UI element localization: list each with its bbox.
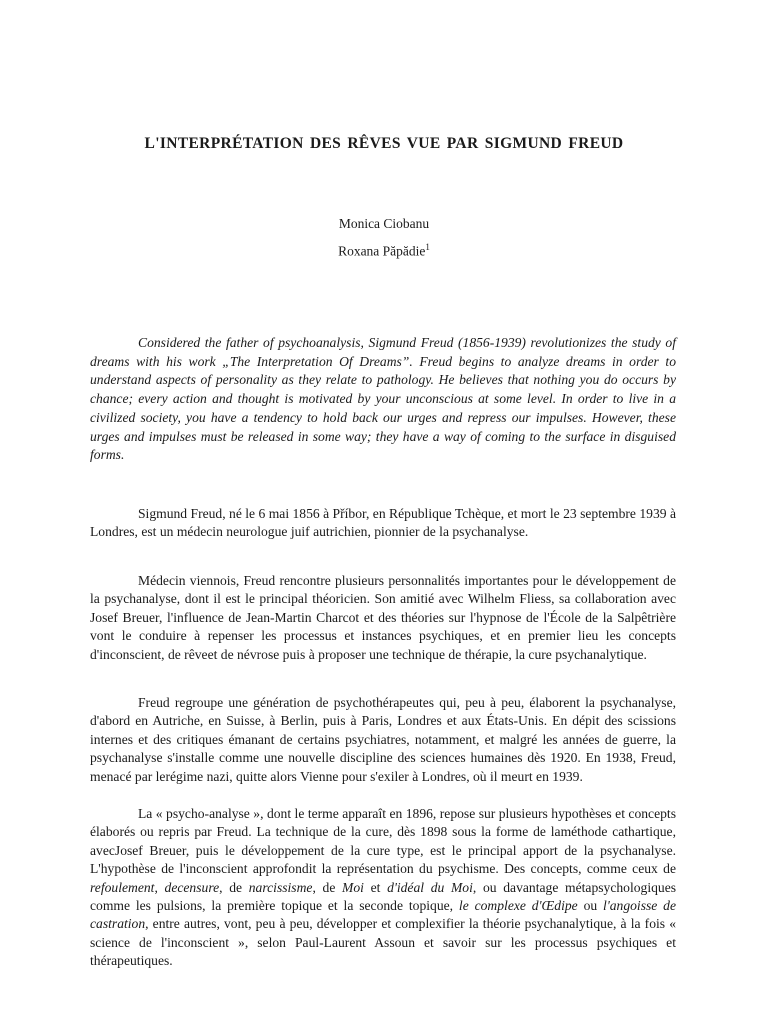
emphasis-term: refoulement bbox=[90, 879, 155, 895]
body-paragraph: Médecin viennois, Freud rencontre plusieurs personnalités importantes pour le développement de la psychanalyse, dont il est le principal théoricien. Son amitié avec Wilhelm Fliess, sa collaboration avec Josef Breuer, l'influence de Jean-Martin Charcot et des théories sur l'hypnose de l'École de la Salpêtrière vont le conduire à repenser les processus et instances psychiques, et en premier lieu les concepts d'inconscient, de rêveet de névrose puis à proposer une technique de thérapie, la cure psychanalytique. bbox=[90, 573, 676, 662]
text-run: La « psycho-analyse », dont le terme apparaît en 1896, repose sur plusieurs hypothèses et concepts élaborés ou repris par Freud. La technique de la cure, dès 1898 sous la forme de laméthode cathartique, avecJosef Breuer, puis le développement de la cure type, est le principal apport de la psychanalyse. L'hypothèse de l'inconscient approfondit la représentation du psychisme. Des concepts, comme ceux de bbox=[90, 806, 676, 877]
text-run: , entre autres, vont, peu à peu, développer et complexifier la théorie psychanalytique, à la fois « science de l'inconscient », selon Paul-Laurent Assoun et savoir sur les processus psychiques et thérapeutiques. bbox=[90, 916, 676, 969]
text-run: , de bbox=[219, 879, 249, 895]
author-name bbox=[0, 242, 768, 260]
text-run: , ou davantage métapsychologiques comme les pulsions, la première topique et la seconde topique, bbox=[90, 879, 677, 914]
emphasis-term: narcissisme bbox=[248, 879, 313, 895]
text-run: et bbox=[363, 879, 388, 895]
paper-title: L'INTERPRÉTATION DES RÊVES VUE PAR SIGMUND FREUD bbox=[144, 135, 624, 152]
emphasis-term: le complexe d'Œdipe bbox=[458, 898, 578, 914]
emphasis-term: decensure bbox=[164, 879, 220, 895]
body-paragraph: Sigmund Freud, né le 6 mai 1856 à Příbor, en République Tchèque, et mort le 23 septembre 1939 à Londres, est un médecin neurologue juif autrichien, pionnier de la psychanalyse. bbox=[90, 506, 676, 540]
author-name-text: Monica Ciobanu bbox=[338, 216, 430, 231]
author-name-text: Roxana Păpădie bbox=[338, 243, 426, 259]
body-paragraph: Freud regroupe une génération de psychothérapeutes qui, peu à peu, élaborent la psychanalyse, d'abord en Autriche, en Suisse, à Berlin, puis à Paris, Londres et aux États-Unis. En dépit des scissions internes et des critiques émanant de certains psychiatres, notamment, et malgré les années de guerre, la psychanalyse s'installe comme une nouvelle discipline des sciences humaines dès 1920. En 1938, Freud, menacé par lerégime nazi, quitte alors Vienne pour s'exiler à Londres, où il meurt en 1939. bbox=[90, 695, 676, 784]
text-run: , de bbox=[312, 879, 343, 895]
emphasis-term: d'idéal du Moi bbox=[387, 879, 473, 895]
author-name bbox=[0, 216, 768, 232]
text-run: , bbox=[154, 879, 165, 895]
body-paragraph bbox=[90, 805, 676, 971]
abstract: Considered the father of psychoanalysis, Sigmund Freud (1856-1939) revolutionizes the study of dreams with his work „The Interpretation Of Dreams”. Freud begins to analyze dreams in order to understand aspects of personality as they relate to pathology. He believes that nothing you do occurs by chance; every action and thought is motivated by your unconscious at some level. In order to live in a civilized society, you have a tendency to hold back our urges and repress our impulses. However, these urges and impulses must be released in some way; they have a way of coming to the surface in disguised forms. bbox=[90, 335, 676, 463]
emphasis-term: l'angoisse de castration bbox=[90, 898, 677, 932]
text-run: ou bbox=[577, 898, 604, 914]
emphasis-term: Moi bbox=[342, 879, 364, 895]
footnote-marker[interactable]: 1 bbox=[425, 242, 430, 252]
